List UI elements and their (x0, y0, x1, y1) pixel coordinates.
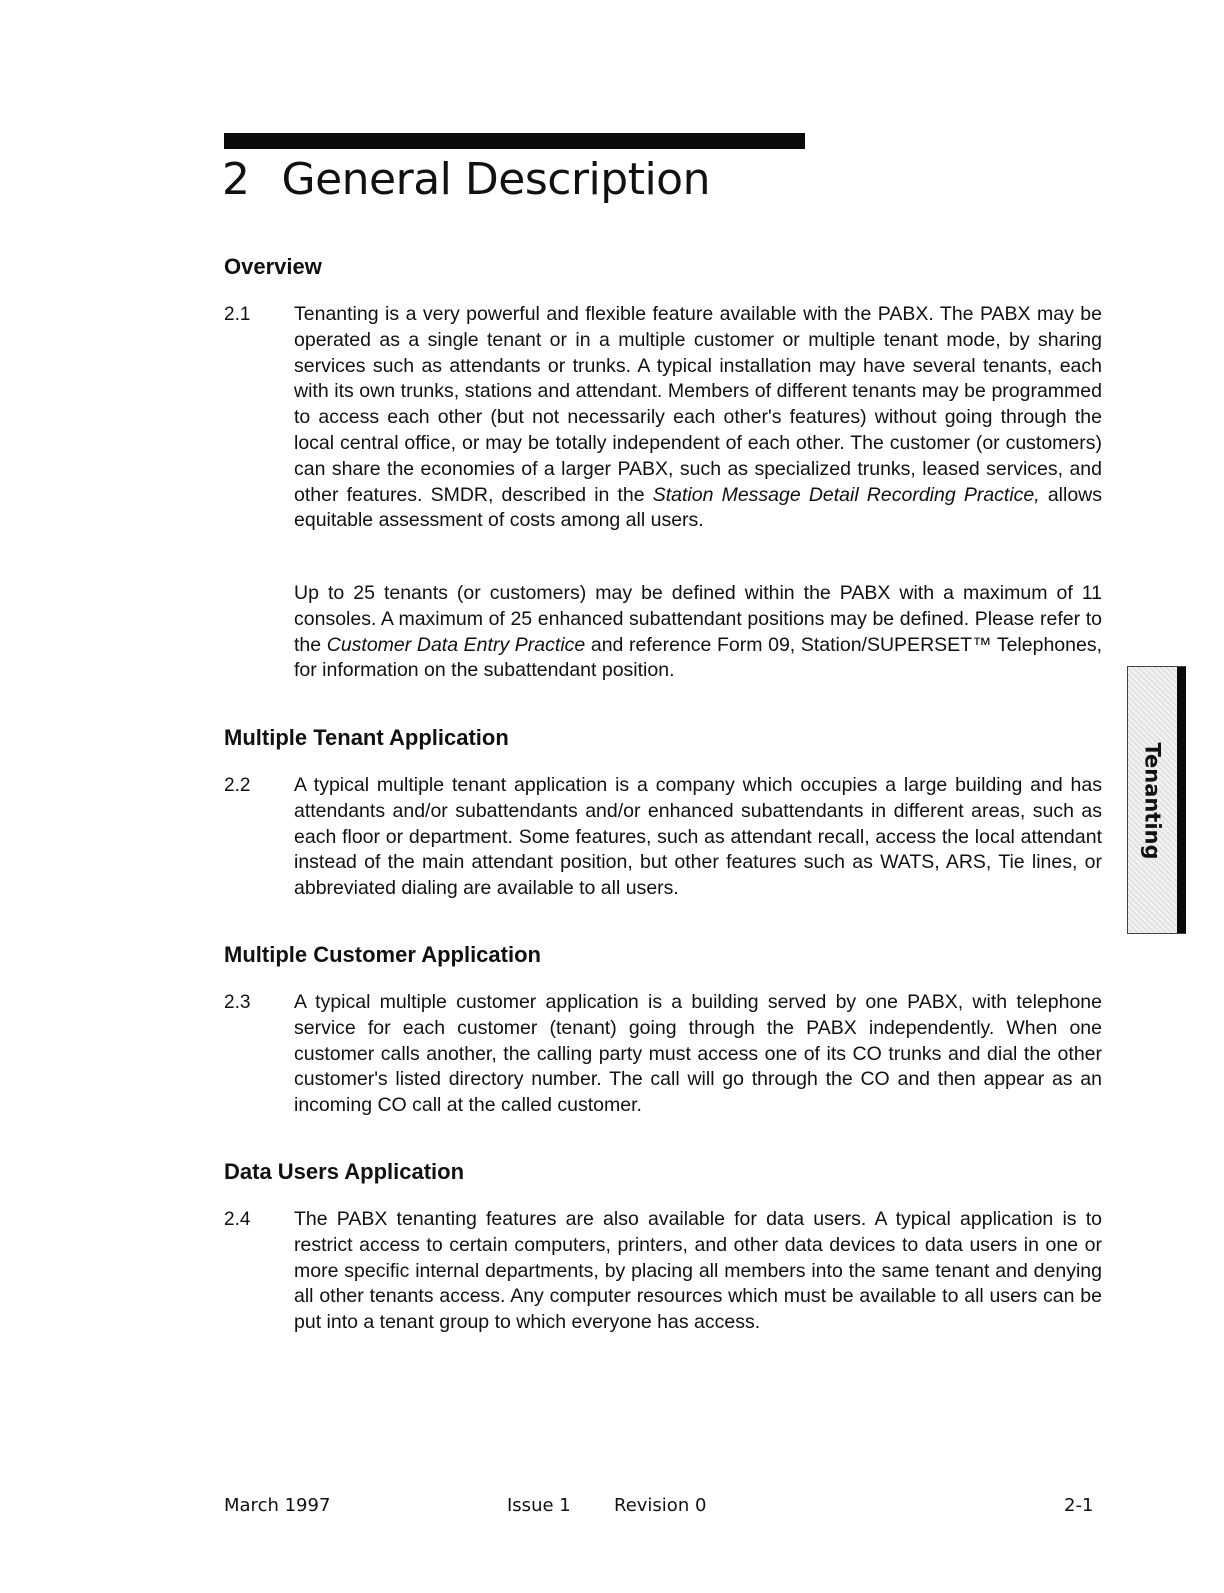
section-heading-multiple-customer: Multiple Customer Application (224, 942, 541, 967)
paragraph-number-2-1: 2.1 (224, 304, 251, 325)
chapter-number: 2 (222, 154, 250, 205)
footer-issue: Issue 1 (507, 1495, 571, 1516)
footer-page-number: 2-1 (1064, 1495, 1094, 1516)
practice-reference: Customer Data Entry Practice (326, 633, 586, 656)
chapter-title (222, 152, 710, 208)
chapter-title-text: General Description (281, 154, 710, 205)
paragraph-number-2-2: 2.2 (224, 775, 251, 796)
paragraph-2-2: A typical multiple tenant application is a company which occupies a large building and has attendants and/or subattendants and/or enhanced subattendants in different areas, such as each floor or department. Some features, such as attendant recall, access the local attendant instead of the main attendant position, but other features such as WATS, ARS, Tie lines, or abbreviated dialing are available to all users. (294, 774, 1102, 900)
paragraph-2-1-continued: Up to 25 tenants (or customers) may be defined within the PABX with a maximum of 11 consoles. A maximum of 25 enhanced subattendant positions may be defined. Please refer to the Customer Data Entry Practice and reference Form 09, Station/SUPERSET™ Telephones, for information on the subattendant position. (294, 582, 1103, 682)
paragraph-2-3: A typical multiple customer application is a building served by one PABX, with telephone service for each customer (tenant) going through the PABX independently. When one customer calls another, the calling party must access one of its CO trunks and dial the other customer's listed directory number. The call will go through the CO and then appear as an incoming CO call at the called customer. (294, 991, 1102, 1117)
side-tab-bar (1177, 667, 1186, 933)
paragraph-number-2-3: 2.3 (224, 992, 251, 1013)
footer-revision: Revision 0 (614, 1495, 707, 1516)
paragraph-2-1: Tenanting is a very powerful and flexible feature available with the PABX. The PABX may be operated as a single tenant or in a multiple customer or multiple tenant mode, by sharing services such as attendants or trunks. A typical installation may have several tenants, each with its own trunks, stations and attendant. Members of different tenants may be programmed to access each other (but not necessarily each other's features) without going through the local central office, or may be totally independent of each other. The customer (or customers) can share the economies of a larger PABX, such as specialized trunks, leased services, and other features. SMDR, described in the Station Message Detail Recording Practice, allows equitable assessment of costs among all users. (294, 303, 1102, 532)
chapter-rule (224, 133, 805, 149)
side-tab-label: Tenanting (1141, 742, 1166, 860)
section-heading-data-users: Data Users Application (224, 1159, 465, 1184)
side-tab (1127, 666, 1186, 934)
paragraph-2-4: The PABX tenanting features are also available for data users. A typical application is to restrict access to certain computers, printers, and other data devices to data users in one or more specific internal departments, by placing all members into the same tenant and denying all other tenants access. Any computer resources which must be available to all users can be put into a tenant group to which everyone has access. (294, 1208, 1102, 1334)
paragraph-number-2-4: 2.4 (224, 1209, 251, 1230)
section-heading-overview: Overview (224, 254, 322, 279)
section-heading-multiple-tenant: Multiple Tenant Application (224, 725, 509, 750)
footer-date: March 1997 (224, 1495, 331, 1516)
practice-reference: Station Message Detail Recording Practice, (652, 483, 1040, 506)
